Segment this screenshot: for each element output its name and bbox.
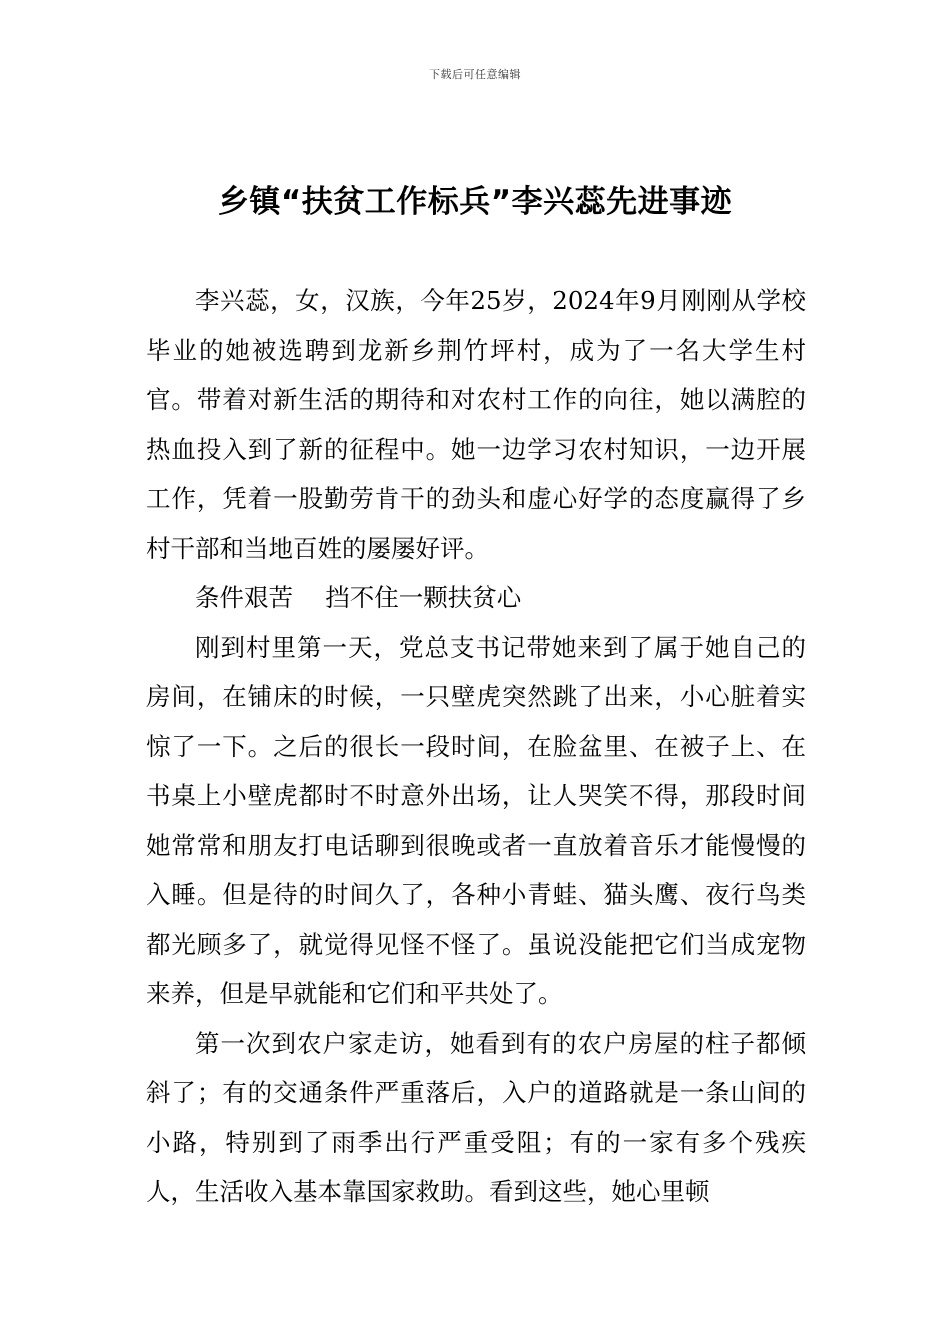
document-title: 乡镇“扶贫工作标兵”李兴蕊先进事迹 (217, 184, 733, 220)
paragraph-first-visit: 第一次到农户家走访，她看到有的农户房屋的柱子都倾斜了；有的交通条件严重落后，入户的道路就是一条山间的小路，特别到了雨季出行严重受阻；有的一家有多个残疾人，生活收入基本靠国家救助。看到这些，她心里顿 (146, 1028, 806, 1206)
document-body (146, 276, 806, 1217)
paragraph-first-day: 刚到村里第一天，党总支书记带她来到了属于她自己的房间，在铺床的时候，一只壁虎突然跳了出来，小心脏着实惊了一下。之后的很长一段时间，在脸盆里、在被子上、在书桌上小壁虎都时不时意外出场，让人哭笑不得，那段时间她常常和朋友打电话聊到很晚或者一直放着音乐才能慢慢的入睡。但是待的时间久了，各种小青蛙、猫头鹰、夜行鸟类都光顾多了，就觉得见怪不怪了。虽说没能把它们当成宠物来养，但是早就能和它们和平共处了。 (146, 632, 806, 1008)
section-heading: 条件艰苦 挡不住一颗扶贫心 (195, 583, 522, 612)
paragraph-intro: 李兴蕊，女，汉族，今年25岁，2024年9月刚刚从学校毕业的她被选聘到龙新乡荆竹坪村，成为了一名大学生村官。带着对新生活的期待和对农村工作的向往，她以满腔的热血投入到了新的征程中。她一边学习农村知识，一边开展工作，凭着一股勤劳肯干的劲头和虚心好学的态度赢得了乡村干部和当地百姓的屡屡好评。 (146, 286, 806, 563)
header-note: 下载后可任意编辑 (429, 68, 521, 81)
